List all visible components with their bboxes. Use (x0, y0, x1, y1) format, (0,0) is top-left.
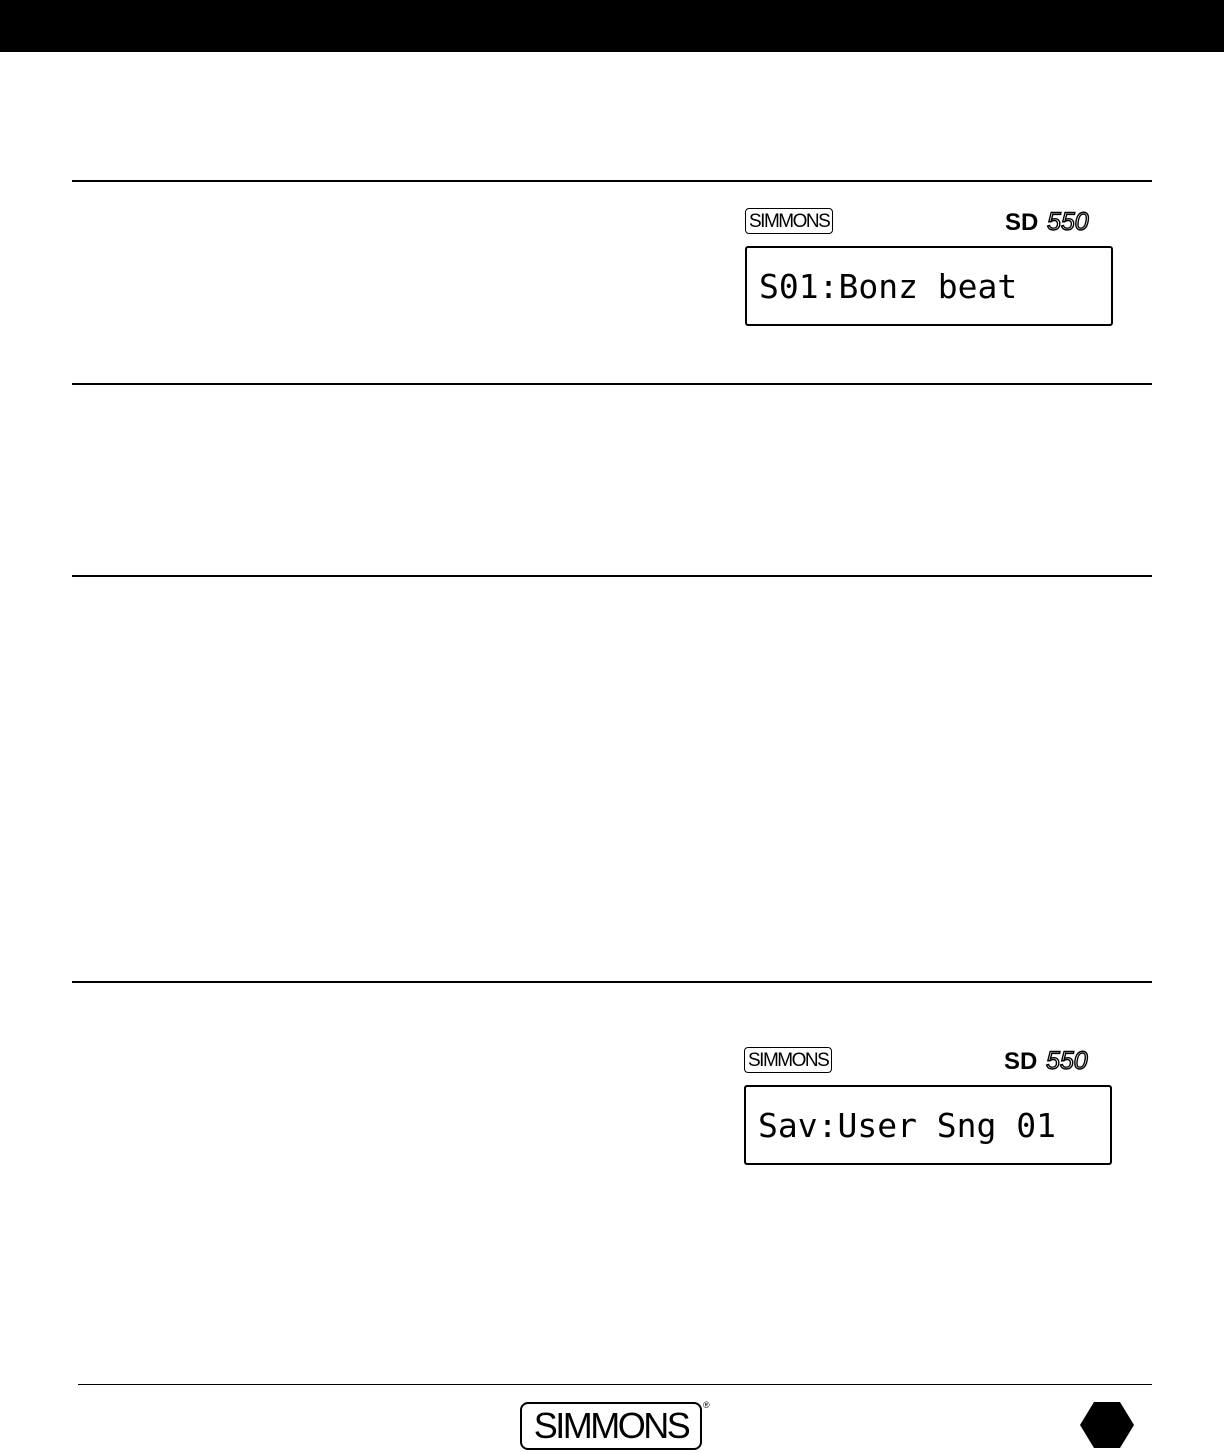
model-digits: 550 (1047, 208, 1089, 234)
section-divider (72, 575, 1152, 577)
header-bar (0, 0, 1224, 52)
footer-divider (78, 1384, 1152, 1385)
model-prefix: SD (1004, 1048, 1038, 1073)
footer-simmons-logo: SIMMONS (520, 1402, 702, 1450)
page-number-badge (1080, 1402, 1134, 1453)
sd550-logo (1004, 1047, 1112, 1073)
section-divider (72, 180, 1152, 182)
model-digits: 550 (1046, 1047, 1088, 1073)
simmons-badge: SIMMONS (745, 208, 833, 234)
model-prefix: SD (1005, 209, 1039, 234)
sd550-logo-mark (1005, 208, 1113, 234)
sd550-logo (1005, 208, 1113, 234)
sd550-logo-mark (1004, 1047, 1112, 1073)
simmons-badge: SIMMONS (744, 1047, 832, 1073)
module-display-panel (745, 208, 1115, 343)
hexagon-icon (1080, 1402, 1134, 1448)
module-display-panel (744, 1047, 1114, 1182)
lcd-screen: S01:Bonz beat (745, 246, 1113, 326)
section-divider (72, 383, 1152, 385)
registered-mark: ® (703, 1400, 710, 1410)
lcd-screen: Sav:User Sng 01 (744, 1085, 1112, 1165)
section-divider (72, 981, 1152, 983)
